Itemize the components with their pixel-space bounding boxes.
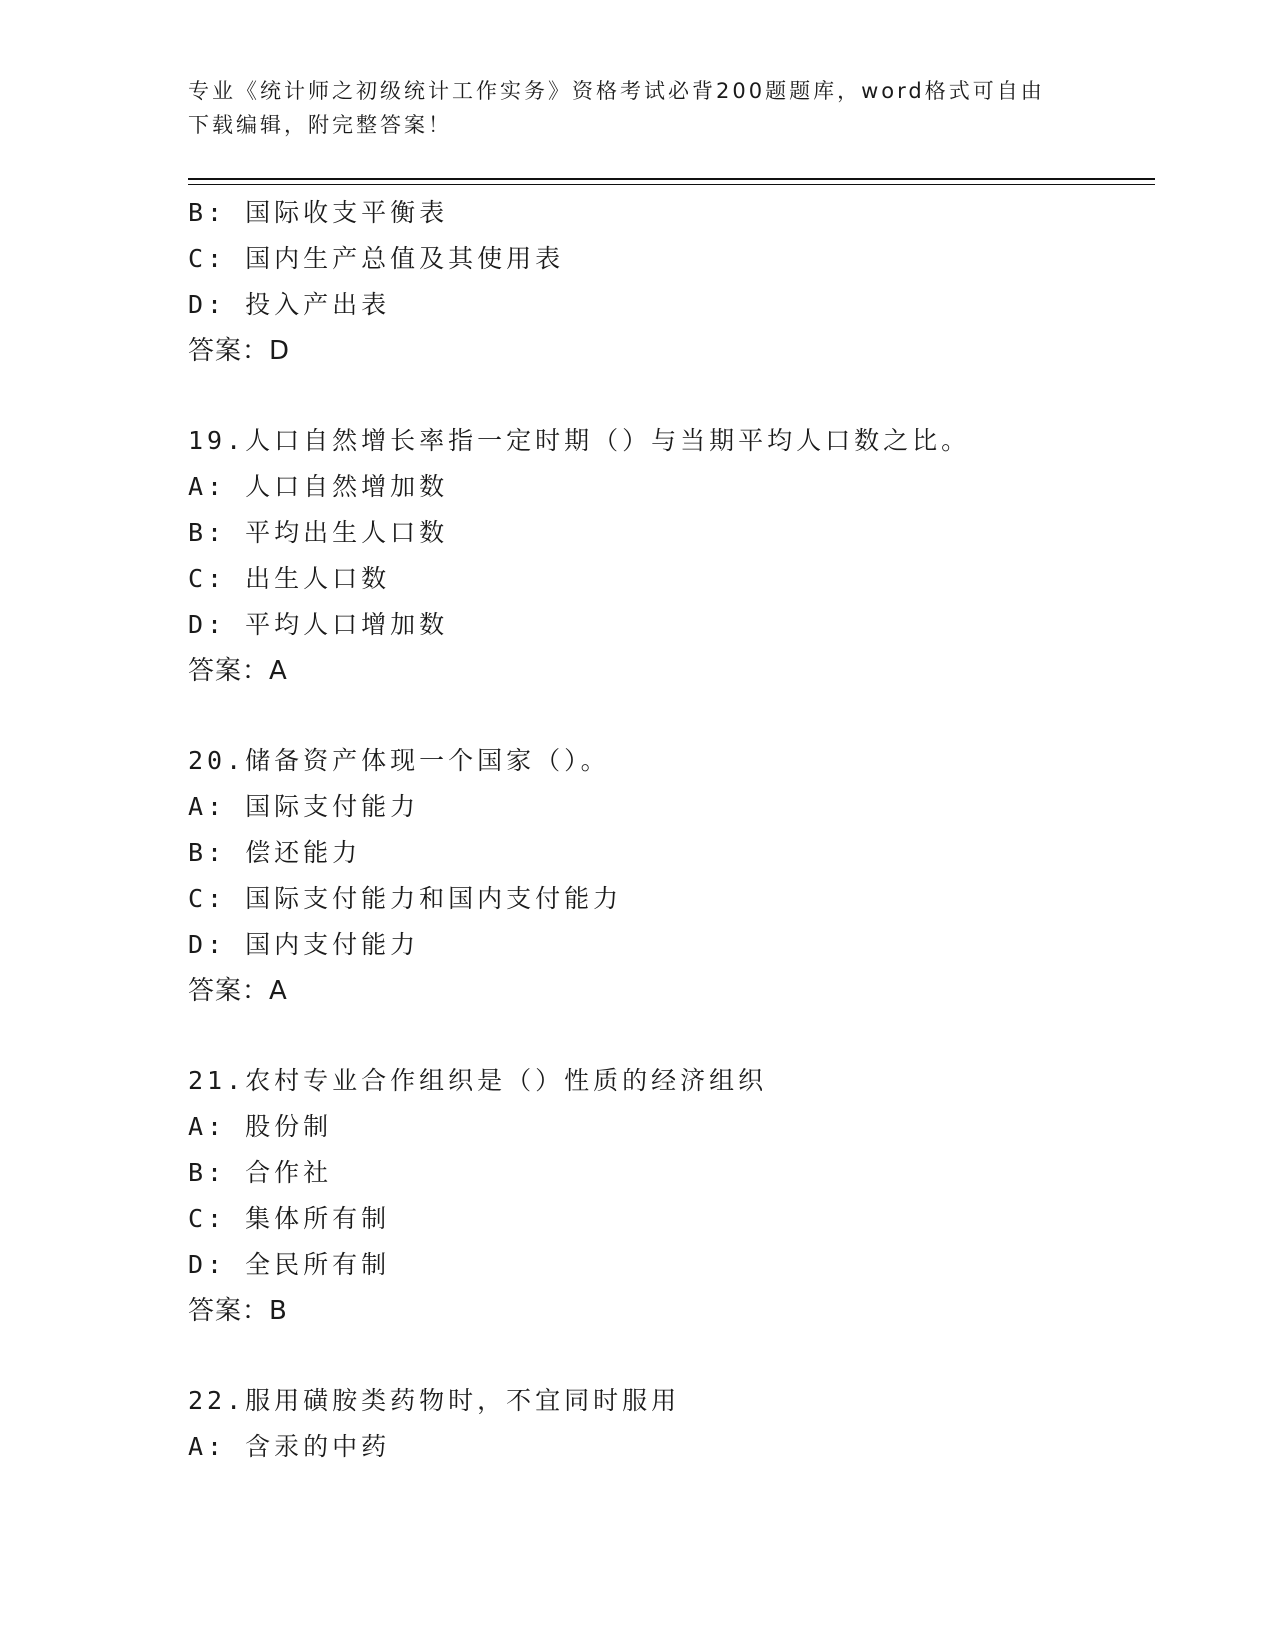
answer-line: 答案：A: [188, 656, 288, 686]
option-d: D: 国内支付能力: [188, 930, 420, 959]
option-b: B: 合作社: [188, 1158, 333, 1187]
question-block: [188, 738, 1148, 1014]
answer-line: 答案：D: [188, 336, 291, 366]
option-a: A: 国际支付能力: [188, 792, 420, 821]
question-block: [188, 1378, 1148, 1470]
header-line-1: 专业《统计师之初级统计工作实务》资格考试必背200题题库，word格式可自由: [188, 79, 1045, 103]
option-c: C: 出生人口数: [188, 564, 391, 593]
option-b: B: 偿还能力: [188, 838, 362, 867]
spacer: [188, 694, 1148, 738]
option-a: A: 人口自然增加数: [188, 472, 449, 501]
document-header: [188, 74, 1088, 142]
option-c: C: 集体所有制: [188, 1204, 391, 1233]
question-block-prev: [188, 190, 1148, 374]
question-stem: 22.服用磺胺类药物时，不宜同时服用: [188, 1386, 681, 1415]
question-stem: 20.储备资产体现一个国家（）。: [188, 746, 610, 775]
option-a: A: 股份制: [188, 1112, 333, 1141]
option-a: A: 含汞的中药: [188, 1432, 391, 1461]
option-d: D: 投入产出表: [188, 290, 391, 319]
answer-line: 答案：B: [188, 1296, 288, 1326]
option-d: D: 全民所有制: [188, 1250, 391, 1279]
header-divider-thin: [188, 184, 1155, 185]
option-c: C: 国内生产总值及其使用表: [188, 244, 565, 273]
header-divider-thick: [188, 178, 1155, 180]
option-b: B: 国际收支平衡表: [188, 198, 449, 227]
option-b: B: 平均出生人口数: [188, 518, 449, 547]
question-list: [188, 190, 1148, 1470]
question-stem: 19.人口自然增长率指一定时期（）与当期平均人口数之比。: [188, 426, 971, 455]
answer-line: 答案：A: [188, 976, 288, 1006]
spacer: [188, 374, 1148, 418]
question-block: [188, 1058, 1148, 1334]
option-c: C: 国际支付能力和国内支付能力: [188, 884, 623, 913]
header-line-2: 下载编辑，附完整答案！: [188, 113, 452, 137]
spacer: [188, 1334, 1148, 1378]
option-d: D: 平均人口增加数: [188, 610, 449, 639]
question-stem: 21.农村专业合作组织是（）性质的经济组织: [188, 1066, 768, 1095]
question-block: [188, 418, 1148, 694]
spacer: [188, 1014, 1148, 1058]
